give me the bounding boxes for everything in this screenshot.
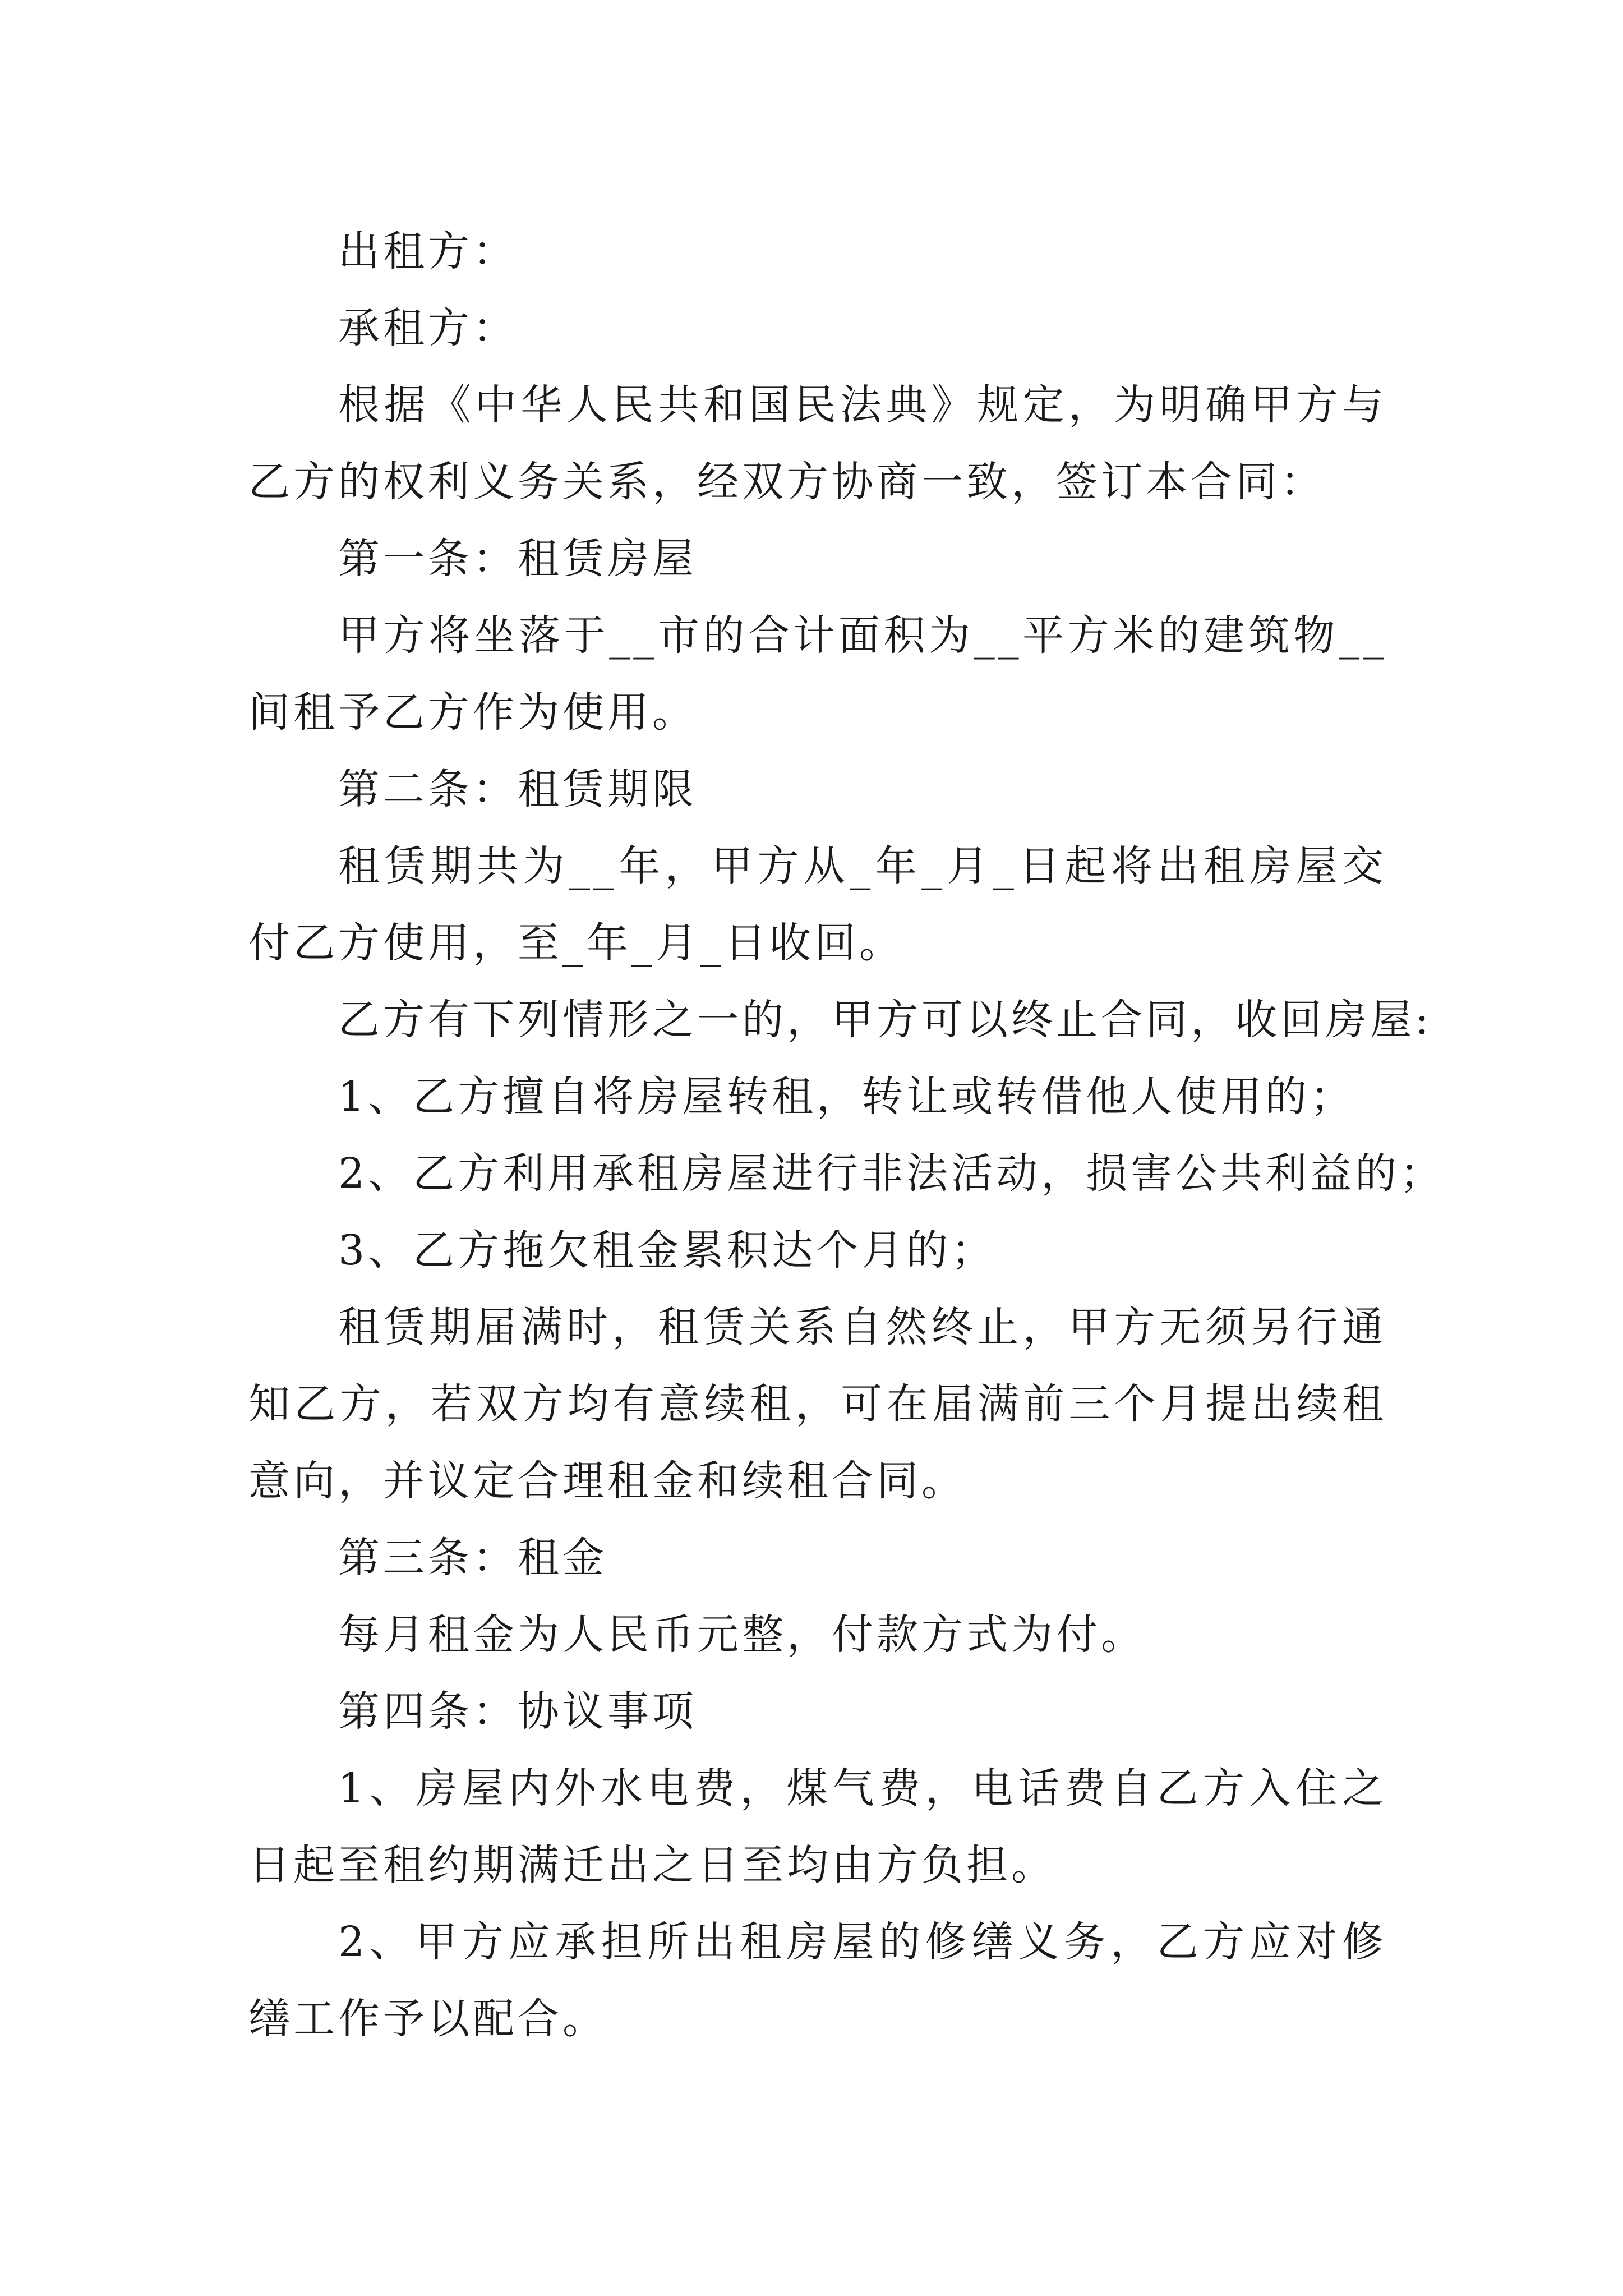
termination-item-3: 3、乙方拖欠租金累积达个月的； [338,1226,997,1274]
article-3-paragraph: 每月租金为人民币元整，付款方式为付。 [338,1611,1146,1659]
article-4-heading: 第四条：协议事项 [338,1687,697,1736]
article-3-heading: 第三条：租金 [338,1534,607,1582]
preamble-paragraph: 根据《中华人民共和国民法典》规定，为明确甲方与乙方的权利义务关系，经双方协商一致，签订本合同： [248,381,1387,506]
termination-conditions-intro: 乙方有下列情形之一的，甲方可以终止合同，收回房屋: [338,996,1432,1044]
article-4-item-1: 1、房屋内外水电费，煤气费，电话费自乙方入住之日起至租约期满迁出之日至均由方负担。 [248,1764,1387,1889]
contract-body [248,213,1445,2058]
article-2-paragraph: 租赁期共为__年，甲方从_年_月_日起将出租房屋交付乙方使用，至_年_月_日收回。 [248,842,1387,967]
article-2-heading: 第二条：租赁期限 [338,765,697,813]
article-4-item-2: 2、甲方应承担所出租房屋的修缮义务，乙方应对修缮工作予以配合。 [248,1918,1387,2043]
lease-expiry-paragraph: 租赁期届满时，租赁关系自然终止，甲方无须另行通知乙方，若双方均有意续租，可在届满前三个月提出续租意向，并议定合理租金和续租合同。 [248,1303,1387,1505]
termination-item-2: 2、乙方利用承租房屋进行非法活动，损害公共利益的； [338,1149,1445,1198]
termination-item-1: 1、乙方擅自将房屋转租，转让或转借他人使用的； [338,1073,1355,1121]
article-1-paragraph: 甲方将坐落于__市的合计面积为__平方米的建筑物__间租予乙方作为使用。 [248,611,1387,737]
article-1-heading: 第一条：租赁房屋 [338,535,697,583]
lessor-line: 出租方： [338,227,518,275]
lessee-line: 承租方： [338,304,518,352]
